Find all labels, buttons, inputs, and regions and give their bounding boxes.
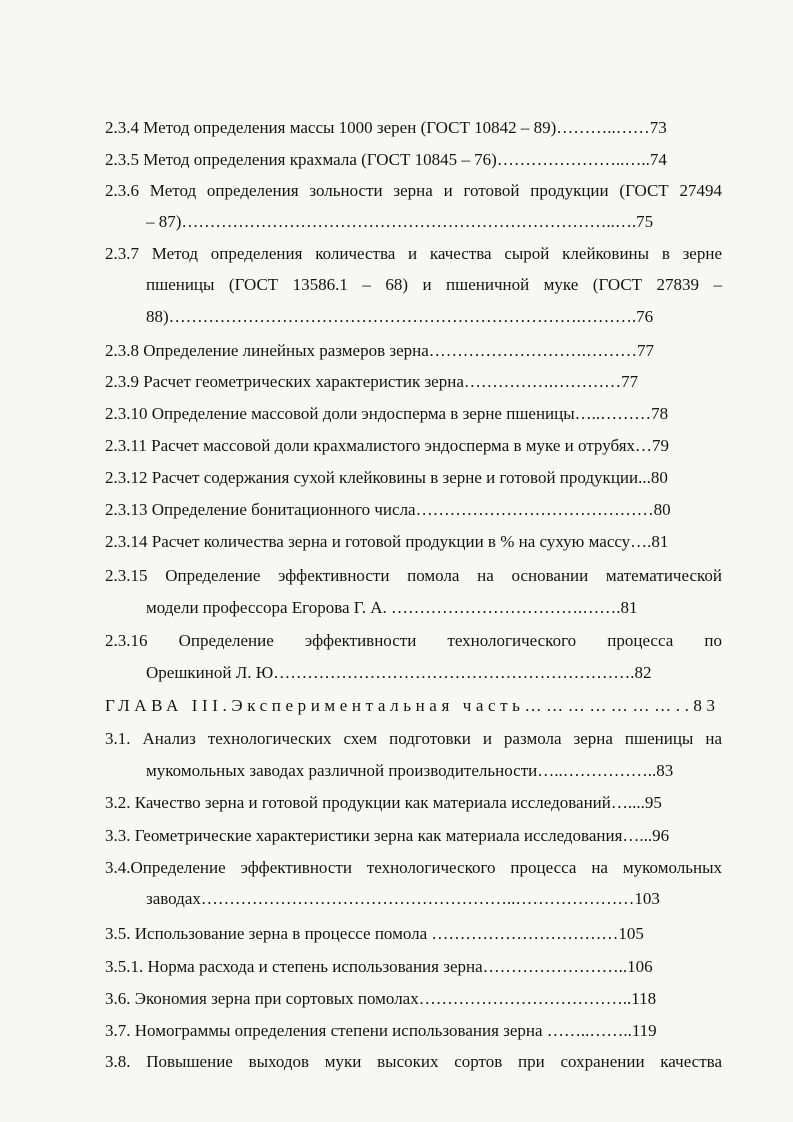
toc-entry-2-3-15-line2: модели профессора Егорова Г. А. …………………………….…….81: [146, 598, 638, 617]
toc-entry-3-3: 3.3. Геометрические характеристики зерна как материала исследования…...96: [105, 826, 670, 845]
toc-entry-2-3-16-line2: Орешкиной Л. Ю……………………………………………………….82: [146, 663, 652, 682]
toc-entry-2-3-9: 2.3.9 Расчет геометрических характеристик зерна…………….…………77: [105, 372, 639, 391]
toc-entry-2-3-16-line1: 2.3.16 Определение эффективности технологического процесса по: [105, 631, 722, 650]
toc-entry-3-1-line1: 3.1. Анализ технологических схем подготовки и размола зерна пшеницы на: [105, 729, 722, 748]
toc-entry-2-3-4: 2.3.4 Метод определения массы 1000 зерен (ГОСТ 10842 – 89)………..……73: [105, 118, 667, 137]
toc-entry-2-3-8: 2.3.8 Определение линейных размеров зерна……………………….………77: [105, 341, 655, 360]
toc-entry-2-3-14: 2.3.14 Расчет количества зерна и готовой продукции в % на сухую массу….81: [105, 532, 669, 551]
toc-entry-3-7: 3.7. Номограммы определения степени использования зерна ……..……..119: [105, 1021, 657, 1040]
toc-entry-3-5: 3.5. Использование зерна в процессе помола ……………………………105: [105, 924, 644, 943]
toc-entry-2-3-13: 2.3.13 Определение бонитационного числа……………………………………80: [105, 500, 671, 519]
toc-entry-3-1-line2: мукомольных заводах различной производительности…..……………..83: [146, 761, 674, 780]
toc-entry-3-5-1: 3.5.1. Норма расхода и степень использования зерна……………………..106: [105, 957, 653, 976]
toc-chapter-3-heading: ГЛАВА III.Экспериментальная часть…………………..83: [105, 696, 720, 715]
toc-entry-3-2: 3.2. Качество зерна и готовой продукции как материала исследований…....95: [105, 793, 662, 812]
toc-entry-2-3-7-line1: 2.3.7 Метод определения количества и качества сырой клейковины в зерне: [105, 244, 722, 263]
toc-entry-2-3-11: 2.3.11 Расчет массовой доли крахмалистого эндосперма в муке и отрубях…79: [105, 436, 670, 455]
toc-entry-2-3-5: 2.3.5 Метод определения крахмала (ГОСТ 10845 – 76)…………………..…..74: [105, 150, 667, 169]
toc-entry-3-4-line2: заводах………………………………………………..…………………103: [146, 889, 660, 908]
toc-entry-2-3-12: 2.3.12 Расчет содержания сухой клейковины в зерне и готовой продукции...80: [105, 468, 668, 487]
toc-entry-2-3-7-line2: пшеницы (ГОСТ 13586.1 – 68) и пшеничной муке (ГОСТ 27839 –: [146, 275, 722, 294]
toc-entry-3-4-line1: 3.4.Определение эффективности технологического процесса на мукомольных: [105, 858, 722, 877]
toc-entry-2-3-15-line1: 2.3.15 Определение эффективности помола на основании математической: [105, 566, 722, 585]
toc-entry-3-6: 3.6. Экономия зерна при сортовых помолах………………………………..118: [105, 989, 657, 1008]
toc-entry-3-8-line1: 3.8. Повышение выходов муки высоких сортов при сохранении качества: [105, 1052, 722, 1071]
toc-entry-2-3-6-line1: 2.3.6 Метод определения зольности зерна и готовой продукции (ГОСТ 27494: [105, 181, 722, 200]
toc-entry-2-3-7-line3: 88)……………………………………………………………….……….76: [146, 307, 654, 326]
toc-entry-2-3-6-line2: – 87)…………………………………………………………………..….75: [146, 212, 654, 231]
toc-entry-2-3-10: 2.3.10 Определение массовой доли эндосперма в зерне пшеницы…..………78: [105, 404, 669, 423]
